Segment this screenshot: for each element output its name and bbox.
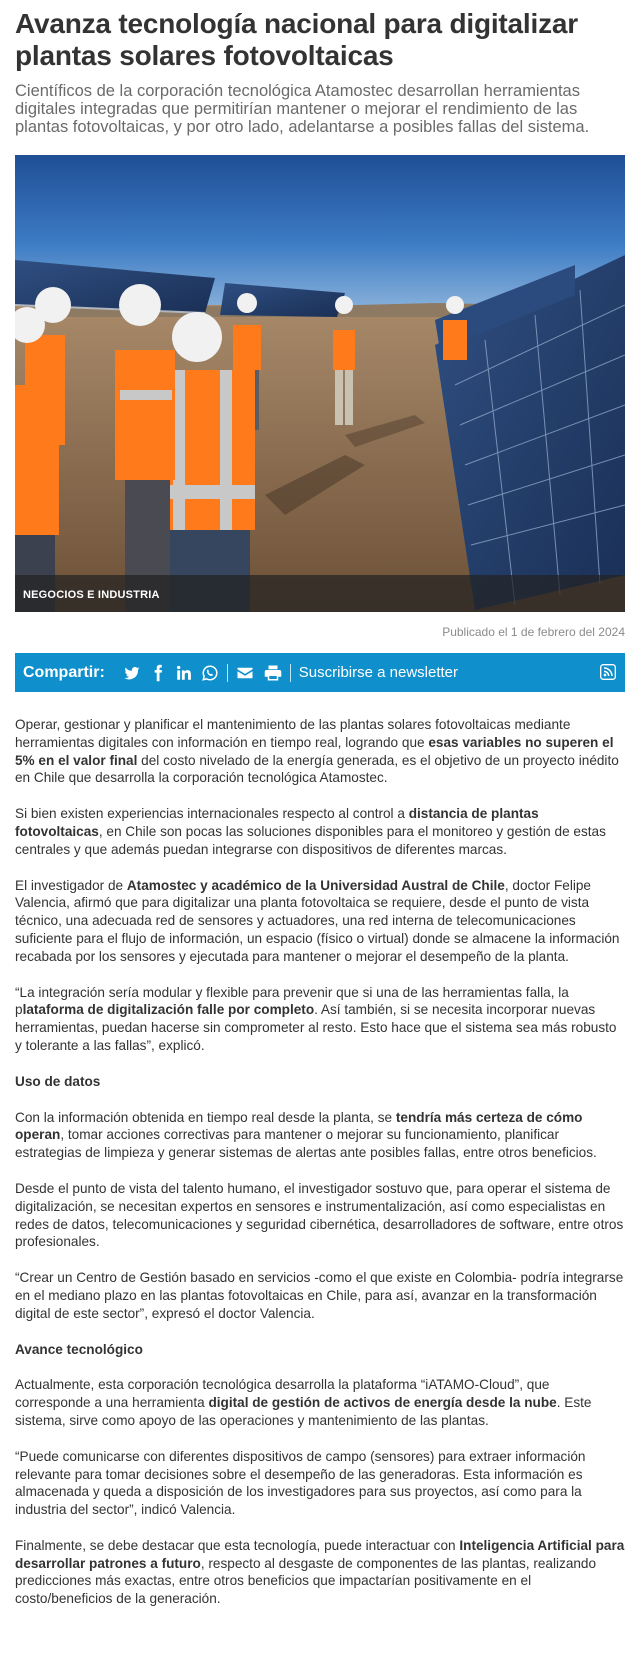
paragraph: “La integración sería modular y flexible para prevenir que si una de las herramientas falla, la plataforma de digitalización falle por completo. Así también, si se necesita incorporar nuevas herramientas, puedan hacerse sin comprometer al resto. Esto hace que el sistema sea más robusto y tolerante a las fallas”, explicó.	[15, 984, 617, 1053]
paragraph: Operar, gestionar y planificar el mantenimiento de las plantas solares fotovoltaicas mediante herramientas digitales con información en tiempo real, logrando que esas variables no superen el 5% en el valor final del costo nivelado de la energía generada, es el objetivo de un proyecto inédito en Chile que desarrolla la corporación tecnológica Atamostec.	[15, 717, 619, 786]
rss-icon[interactable]	[600, 664, 616, 680]
separator	[290, 664, 291, 682]
section-heading: Avance tecnológico	[15, 1341, 143, 1357]
paragraph: “Crear un Centro de Gestión basado en servicios -como el que existe en Colombia- podría integrarse en el mediano plazo en las plantas fotovoltaicas en Chile, para así, avanzar en la transformación digital de este sector”, expresó el doctor Valencia.	[15, 1270, 624, 1321]
email-icon[interactable]	[236, 664, 254, 682]
section-heading: Uso de datos	[15, 1073, 101, 1089]
paragraph: Desde el punto de vista del talento humano, el investigador sostuvo que, para operar el sistema de digitalización, se necesitan expertos en sensores e instrumentalización, así como especialistas en redes de datos, telecomunicaciones y seguridad cibernética, desarrolladores de software, entre otros profesionales.	[15, 1180, 624, 1250]
twitter-icon[interactable]	[123, 664, 141, 682]
article-body	[15, 716, 625, 1608]
paragraph: Actualmente, esta corporación tecnológica desarrolla la plataforma “iATAMO-Cloud”, que corresponde a una herramienta digital de gestión de activos de energía desde la nube. Este sistema, sirve como apoyo de las operaciones y mantenimiento de las plantas.	[15, 1377, 592, 1428]
share-bar	[15, 653, 625, 692]
publish-date: Publicado el 1 de febrero del 2024	[442, 625, 625, 639]
paragraph: Finalmente, se debe destacar que esta tecnología, puede interactuar con Inteligencia Artificial para desarrollar patrones a futuro, respecto al desgaste de componentes de las plantas, realizando predicciones más exactas, entre otros beneficios que impactarían positivamente en el costo/beneficios de la generación.	[15, 1537, 625, 1607]
whatsapp-icon[interactable]	[201, 664, 219, 682]
paragraph: “Puede comunicarse con diferentes dispositivos de campo (sensores) para extraer información relevante para tomar decisiones sobre el desempeño de las generadoras. Esta información es almacenada y queda a disposición de los investigadores para sus proyectos, así como para la industria del sector”, indicó Valencia.	[15, 1448, 586, 1518]
hero-image	[15, 155, 625, 612]
newsletter-link[interactable]: Suscribirse a newsletter	[298, 664, 459, 681]
print-icon[interactable]	[264, 664, 282, 682]
facebook-icon[interactable]	[149, 664, 167, 682]
paragraph: El investigador de Atamostec y académico de la Universidad Austral de Chile, doctor Felipe Valencia, afirmó que para digitalizar una planta fotovoltaica se requiere, desde el punto de vista técnico, una adecuada red de sensores y actuadores, una red interna de telecomunicaciones suficiente para el flujo de información, un espacio (físico o virtual) donde se almacene la información recabada por los sensores y ejecutada para mantener o mejorar el desempeño de la planta.	[15, 877, 620, 964]
solar-plant-photo	[15, 155, 625, 612]
paragraph: Con la información obtenida en tiempo real desde la planta, se tendría más certeza de cómo operan, tomar acciones correctivas para mantener o mejorar su funcionamiento, planificar estrategias de limpieza y generar sistemas de alertas ante posibles fallas, entre otros beneficios.	[15, 1109, 597, 1161]
share-icons	[123, 664, 219, 682]
separator	[227, 664, 228, 682]
linkedin-icon[interactable]	[175, 664, 193, 682]
category-label[interactable]: NEGOCIOS E INDUSTRIA	[23, 589, 160, 601]
share-label: Compartir:	[23, 663, 105, 681]
paragraph: Si bien existen experiencias internacionales respecto al control a distancia de plantas fotovoltaicas, en Chile son pocas las soluciones disponibles para el monitoreo y gestión de estas centrales y que además puedan integrarse con dispositivos de diferentes marcas.	[15, 806, 606, 857]
article-subtitle: Científicos de la corporación tecnológica Atamostec desarrollan herramientas digitales integradas que permitirían mantener o mejorar el rendimiento de las plantas fotovoltaicas, y por otro lado, adelantarse a posibles fallas del sistema.	[15, 82, 590, 136]
article-title: Avanza tecnología nacional para digitalizar plantas solares fotovoltaicas	[15, 8, 578, 71]
